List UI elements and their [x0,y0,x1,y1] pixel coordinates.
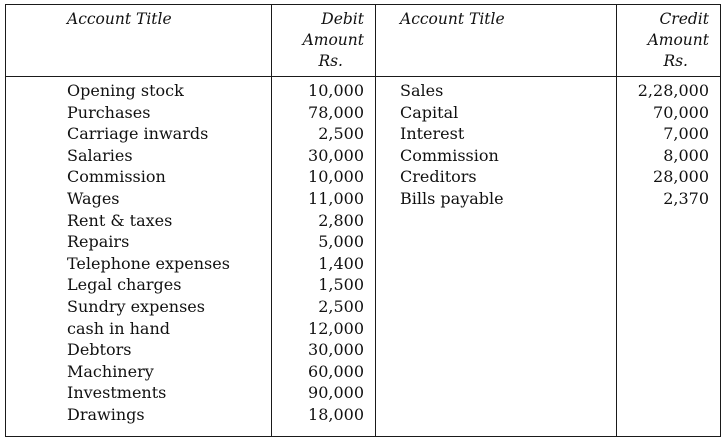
credit-title-column [400,80,504,210]
credit-amount: 2,370 [663,188,709,208]
credit-title: Capital [400,102,459,122]
debit-title: Carriage inwards [67,124,209,144]
credit-title: Bills payable [400,188,504,208]
credit-title: Sales [400,81,444,100]
column-divider [271,5,272,436]
debit-title: Debtors [67,340,132,360]
debit-amount: 1,500 [318,275,364,295]
credit-title: Interest [400,124,465,144]
credit-amount-header: Credit Amount Rs. [647,10,709,70]
debit-amount: 10,000 [308,167,364,187]
debit-title: Purchases [67,102,151,122]
debit-title: Wages [67,188,120,208]
debit-title: Telephone expenses [67,253,230,273]
debit-amount: 12,000 [308,318,364,338]
debit-amount: 2,800 [318,210,364,230]
debit-title: Sundry expenses [67,296,205,316]
debit-amount: 90,000 [308,383,364,403]
debit-amount: 11,000 [308,188,364,208]
debit-title: Machinery [67,361,154,381]
debit-amount: 30,000 [308,340,364,360]
debit-amount: 10,000 [308,81,364,100]
credit-amount-column [618,80,709,210]
credit-amount: 8,000 [663,145,709,165]
debit-amount-column [273,80,364,426]
debit-title: Legal charges [67,275,182,295]
debit-amount: 18,000 [308,404,364,424]
debit-title-header: Account Title [67,10,172,28]
debit-title: Commission [67,167,166,187]
debit-title: Drawings [67,404,145,424]
debit-amount: 60,000 [308,361,364,381]
header-divider [6,76,720,77]
credit-title: Creditors [400,167,477,187]
debit-amount-header: Debit Amount Rs. [302,10,364,70]
debit-amount: 30,000 [308,145,364,165]
debit-title: Repairs [67,232,130,252]
credit-title-header: Account Title [400,10,505,28]
credit-amount: 7,000 [663,124,709,144]
debit-amount: 2,500 [318,124,364,144]
trial-balance-table [5,4,721,437]
credit-amount: 70,000 [653,102,709,122]
debit-title-column [67,80,230,426]
credit-title: Commission [400,145,499,165]
debit-amount: 1,400 [318,253,364,273]
debit-amount: 78,000 [308,102,364,122]
debit-amount: 2,500 [318,296,364,316]
debit-title: Investments [67,383,167,403]
debit-title: cash in hand [67,318,170,338]
debit-title: Salaries [67,145,133,165]
debit-title: Opening stock [67,81,184,100]
debit-title: Rent & taxes [67,210,173,230]
credit-amount: 2,28,000 [637,81,709,100]
debit-amount: 5,000 [318,232,364,252]
column-divider [375,5,376,436]
column-divider [616,5,617,436]
credit-amount: 28,000 [653,167,709,187]
